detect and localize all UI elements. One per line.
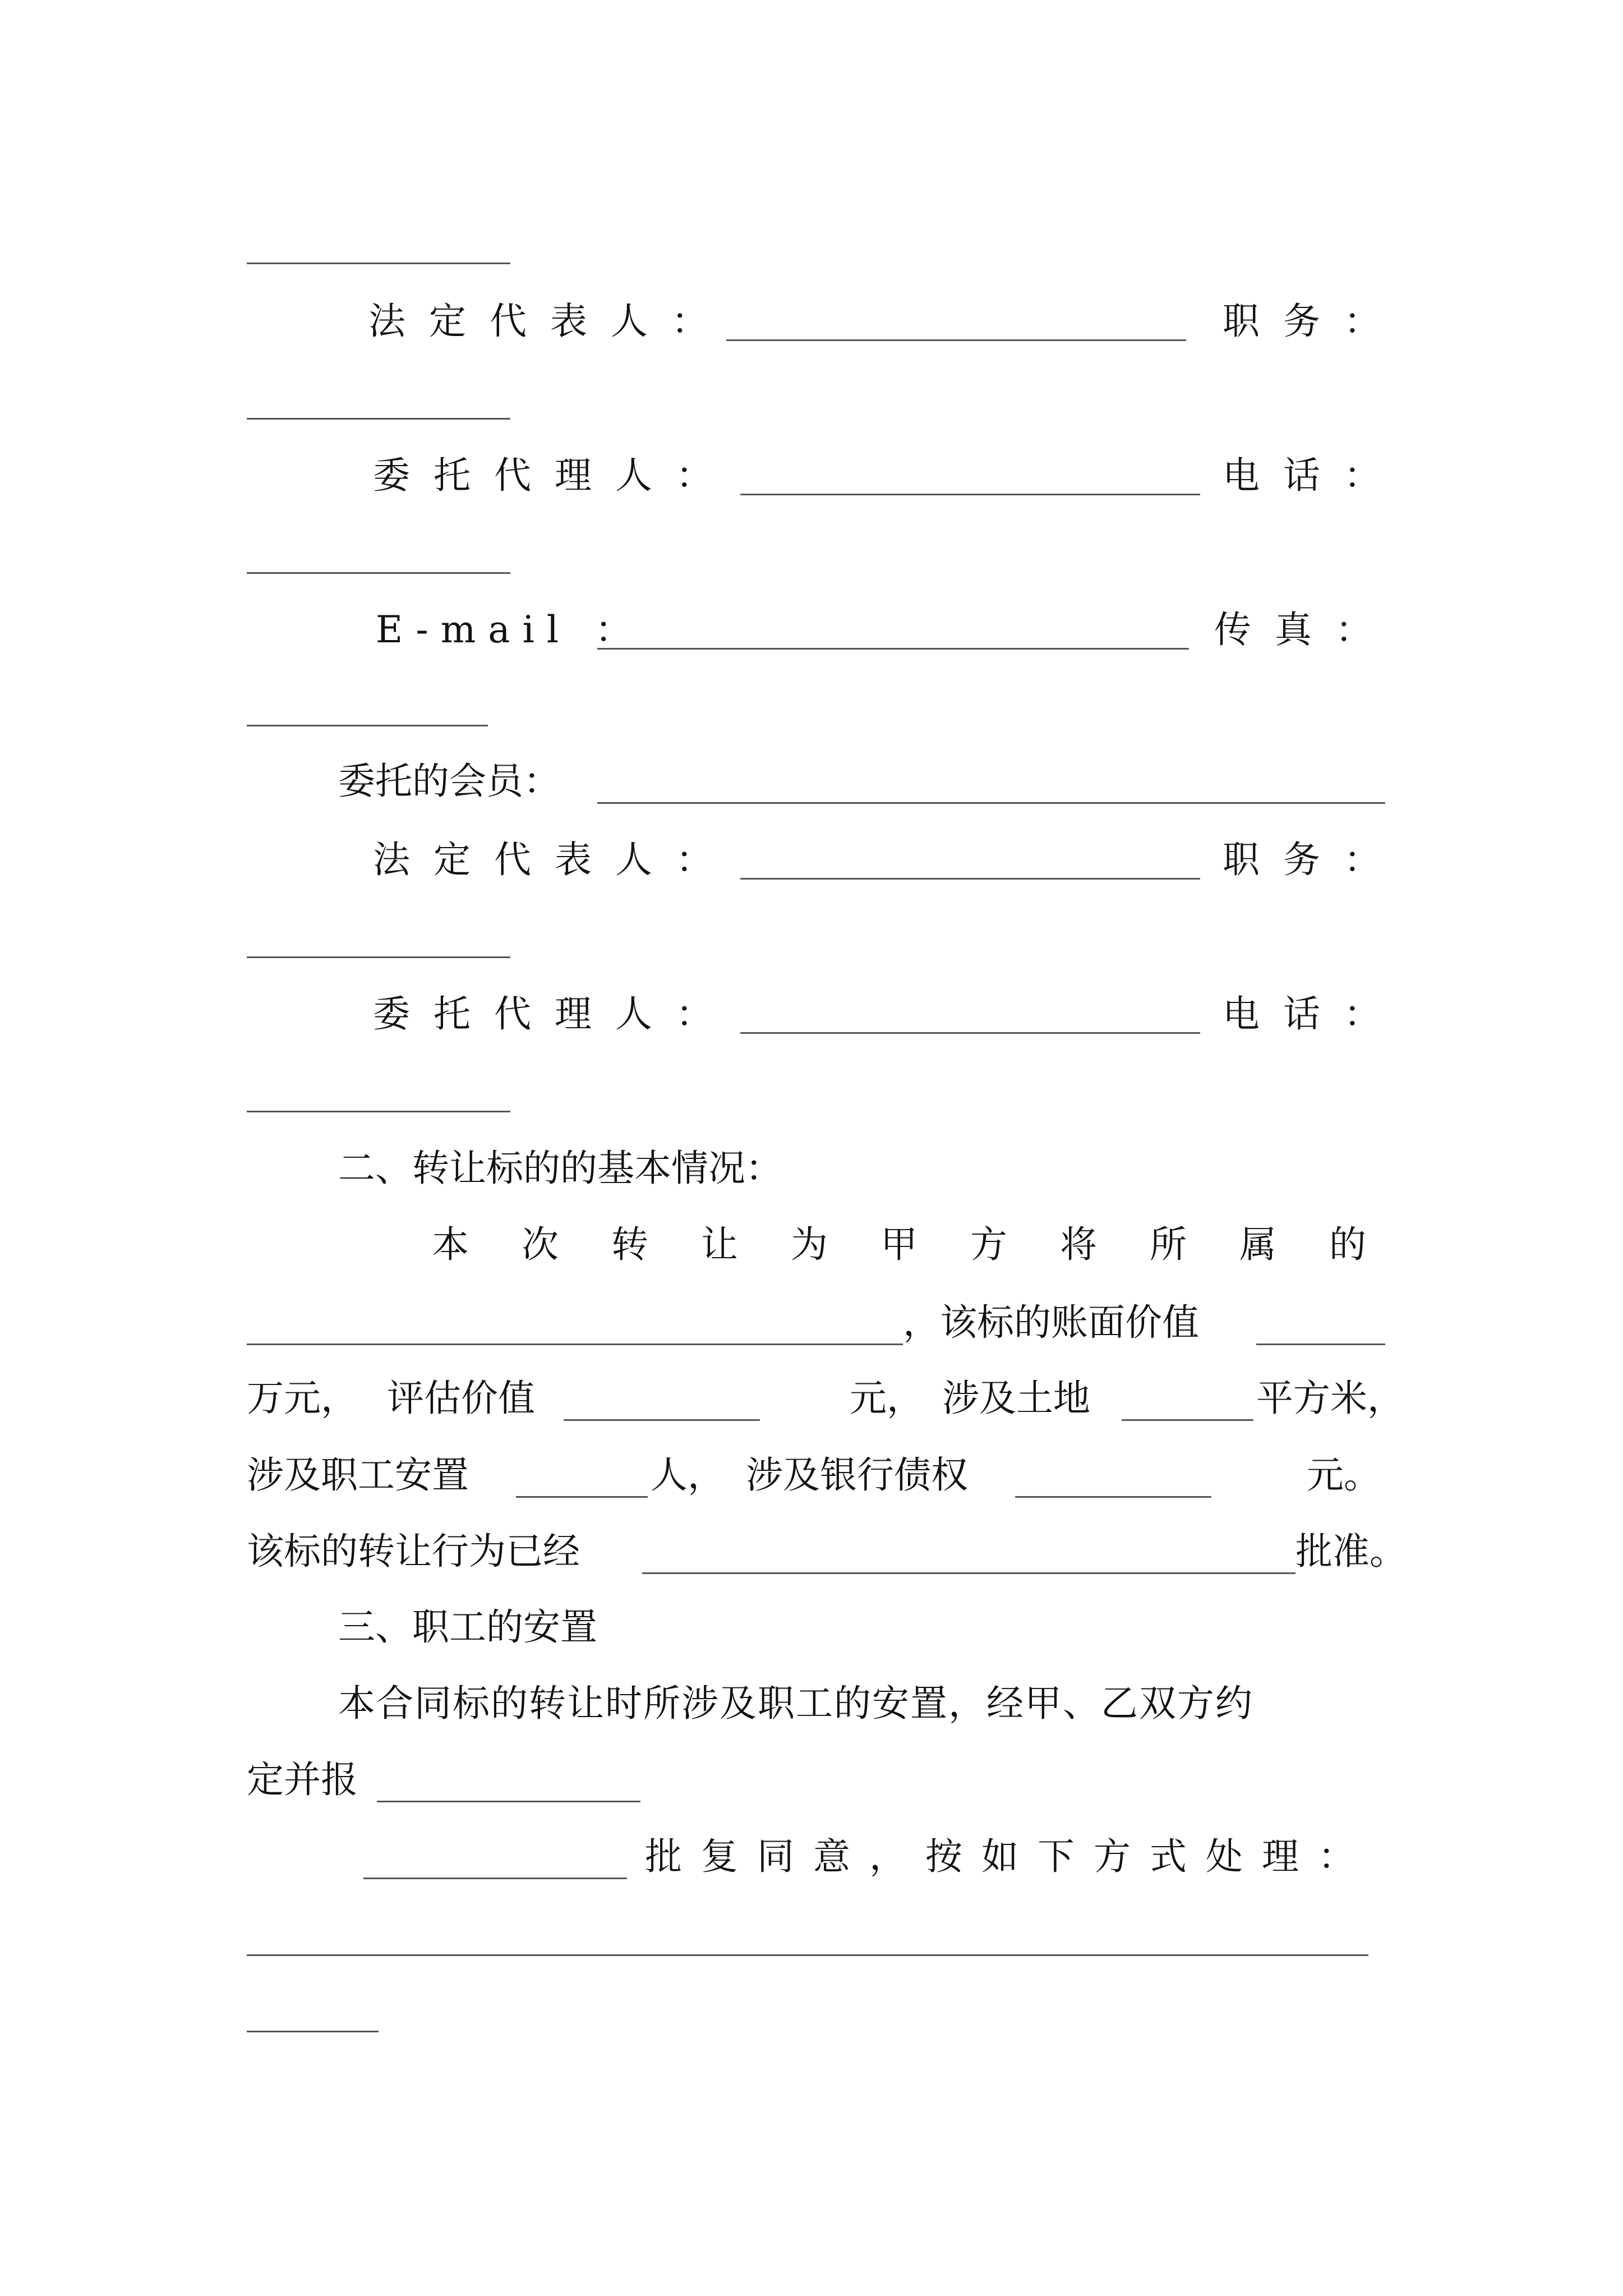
phone-blank[interactable]: [247, 572, 510, 574]
bank-debt-blank[interactable]: [1015, 1496, 1211, 1498]
appraisal-label: 评估价值: [387, 1377, 535, 1420]
member-label: 委托的会员：: [338, 760, 560, 803]
email-blank[interactable]: [597, 648, 1189, 650]
book-value-blank[interactable]: [1256, 1343, 1385, 1345]
position-blank[interactable]: [247, 418, 510, 420]
land-label: 涉及土地: [942, 1377, 1090, 1420]
member-position-label: 职务：: [1223, 838, 1404, 881]
phone-label: 电话：: [1223, 454, 1404, 497]
fax-blank[interactable]: [247, 725, 488, 726]
approval-prefix: 该标的转让行为已经: [247, 1530, 580, 1573]
sqm-text: 平方米，: [1256, 1377, 1404, 1420]
approval-authority-blank[interactable]: [642, 1572, 1295, 1574]
agent-blank[interactable]: [740, 494, 1200, 495]
member-blank[interactable]: [597, 802, 1385, 804]
staff-label: 涉及职工安置: [247, 1453, 469, 1497]
member-position-blank[interactable]: [247, 956, 510, 958]
fax-label: 传真：: [1214, 608, 1396, 651]
subject-blank[interactable]: [247, 1343, 903, 1345]
handling-method-blank[interactable]: [247, 1954, 1368, 1956]
persons-text: 人，: [651, 1453, 725, 1497]
member-agent-blank[interactable]: [740, 1032, 1200, 1034]
yuan-text-2: 元。: [1307, 1453, 1381, 1497]
member-phone-label: 电话：: [1223, 992, 1404, 1036]
section2-heading: 二、转让标的的基本情况：: [338, 1147, 782, 1190]
report-to-blank[interactable]: [377, 1801, 640, 1802]
blank-underline: [247, 263, 510, 264]
yuan-text-1: 元，: [850, 1377, 924, 1420]
appraisal-blank[interactable]: [564, 1419, 760, 1421]
member-legal-rep-blank[interactable]: [740, 878, 1200, 880]
legal-rep-blank[interactable]: [726, 339, 1186, 341]
section3-para2-prefix: 定并报: [247, 1758, 358, 1801]
section2-line1: 本次转让为甲方将所属的: [432, 1223, 1419, 1266]
position-label: 职务：: [1223, 300, 1404, 343]
staff-blank[interactable]: [516, 1496, 648, 1498]
email-label: E-mail ：: [376, 608, 644, 651]
book-value-label: ，该标的账面价值: [903, 1301, 1199, 1344]
section3-heading: 三、职工的安置: [338, 1605, 597, 1649]
member-agent-label: 委托代理人：: [373, 992, 736, 1036]
approval-body-blank[interactable]: [363, 1878, 627, 1879]
member-legal-rep-label: 法定代表人：: [373, 838, 736, 881]
member-phone-blank[interactable]: [247, 1111, 510, 1112]
land-blank[interactable]: [1122, 1419, 1253, 1421]
bank-debt-label: 涉及银行债权: [746, 1453, 968, 1497]
legal-rep-label: 法定代表人：: [368, 300, 732, 343]
agent-label: 委托代理人：: [373, 454, 736, 497]
section3-para1: 本合同标的转让时所涉及职工的安置，经甲、乙双方约: [338, 1682, 1253, 1725]
wan-yuan-text: 万元，: [247, 1377, 358, 1420]
approved-text: 批准。: [1295, 1530, 1407, 1573]
approval-text: 批复同意，按如下方式处理：: [645, 1835, 1374, 1878]
handling-method-blank-cont[interactable]: [247, 2031, 379, 2032]
